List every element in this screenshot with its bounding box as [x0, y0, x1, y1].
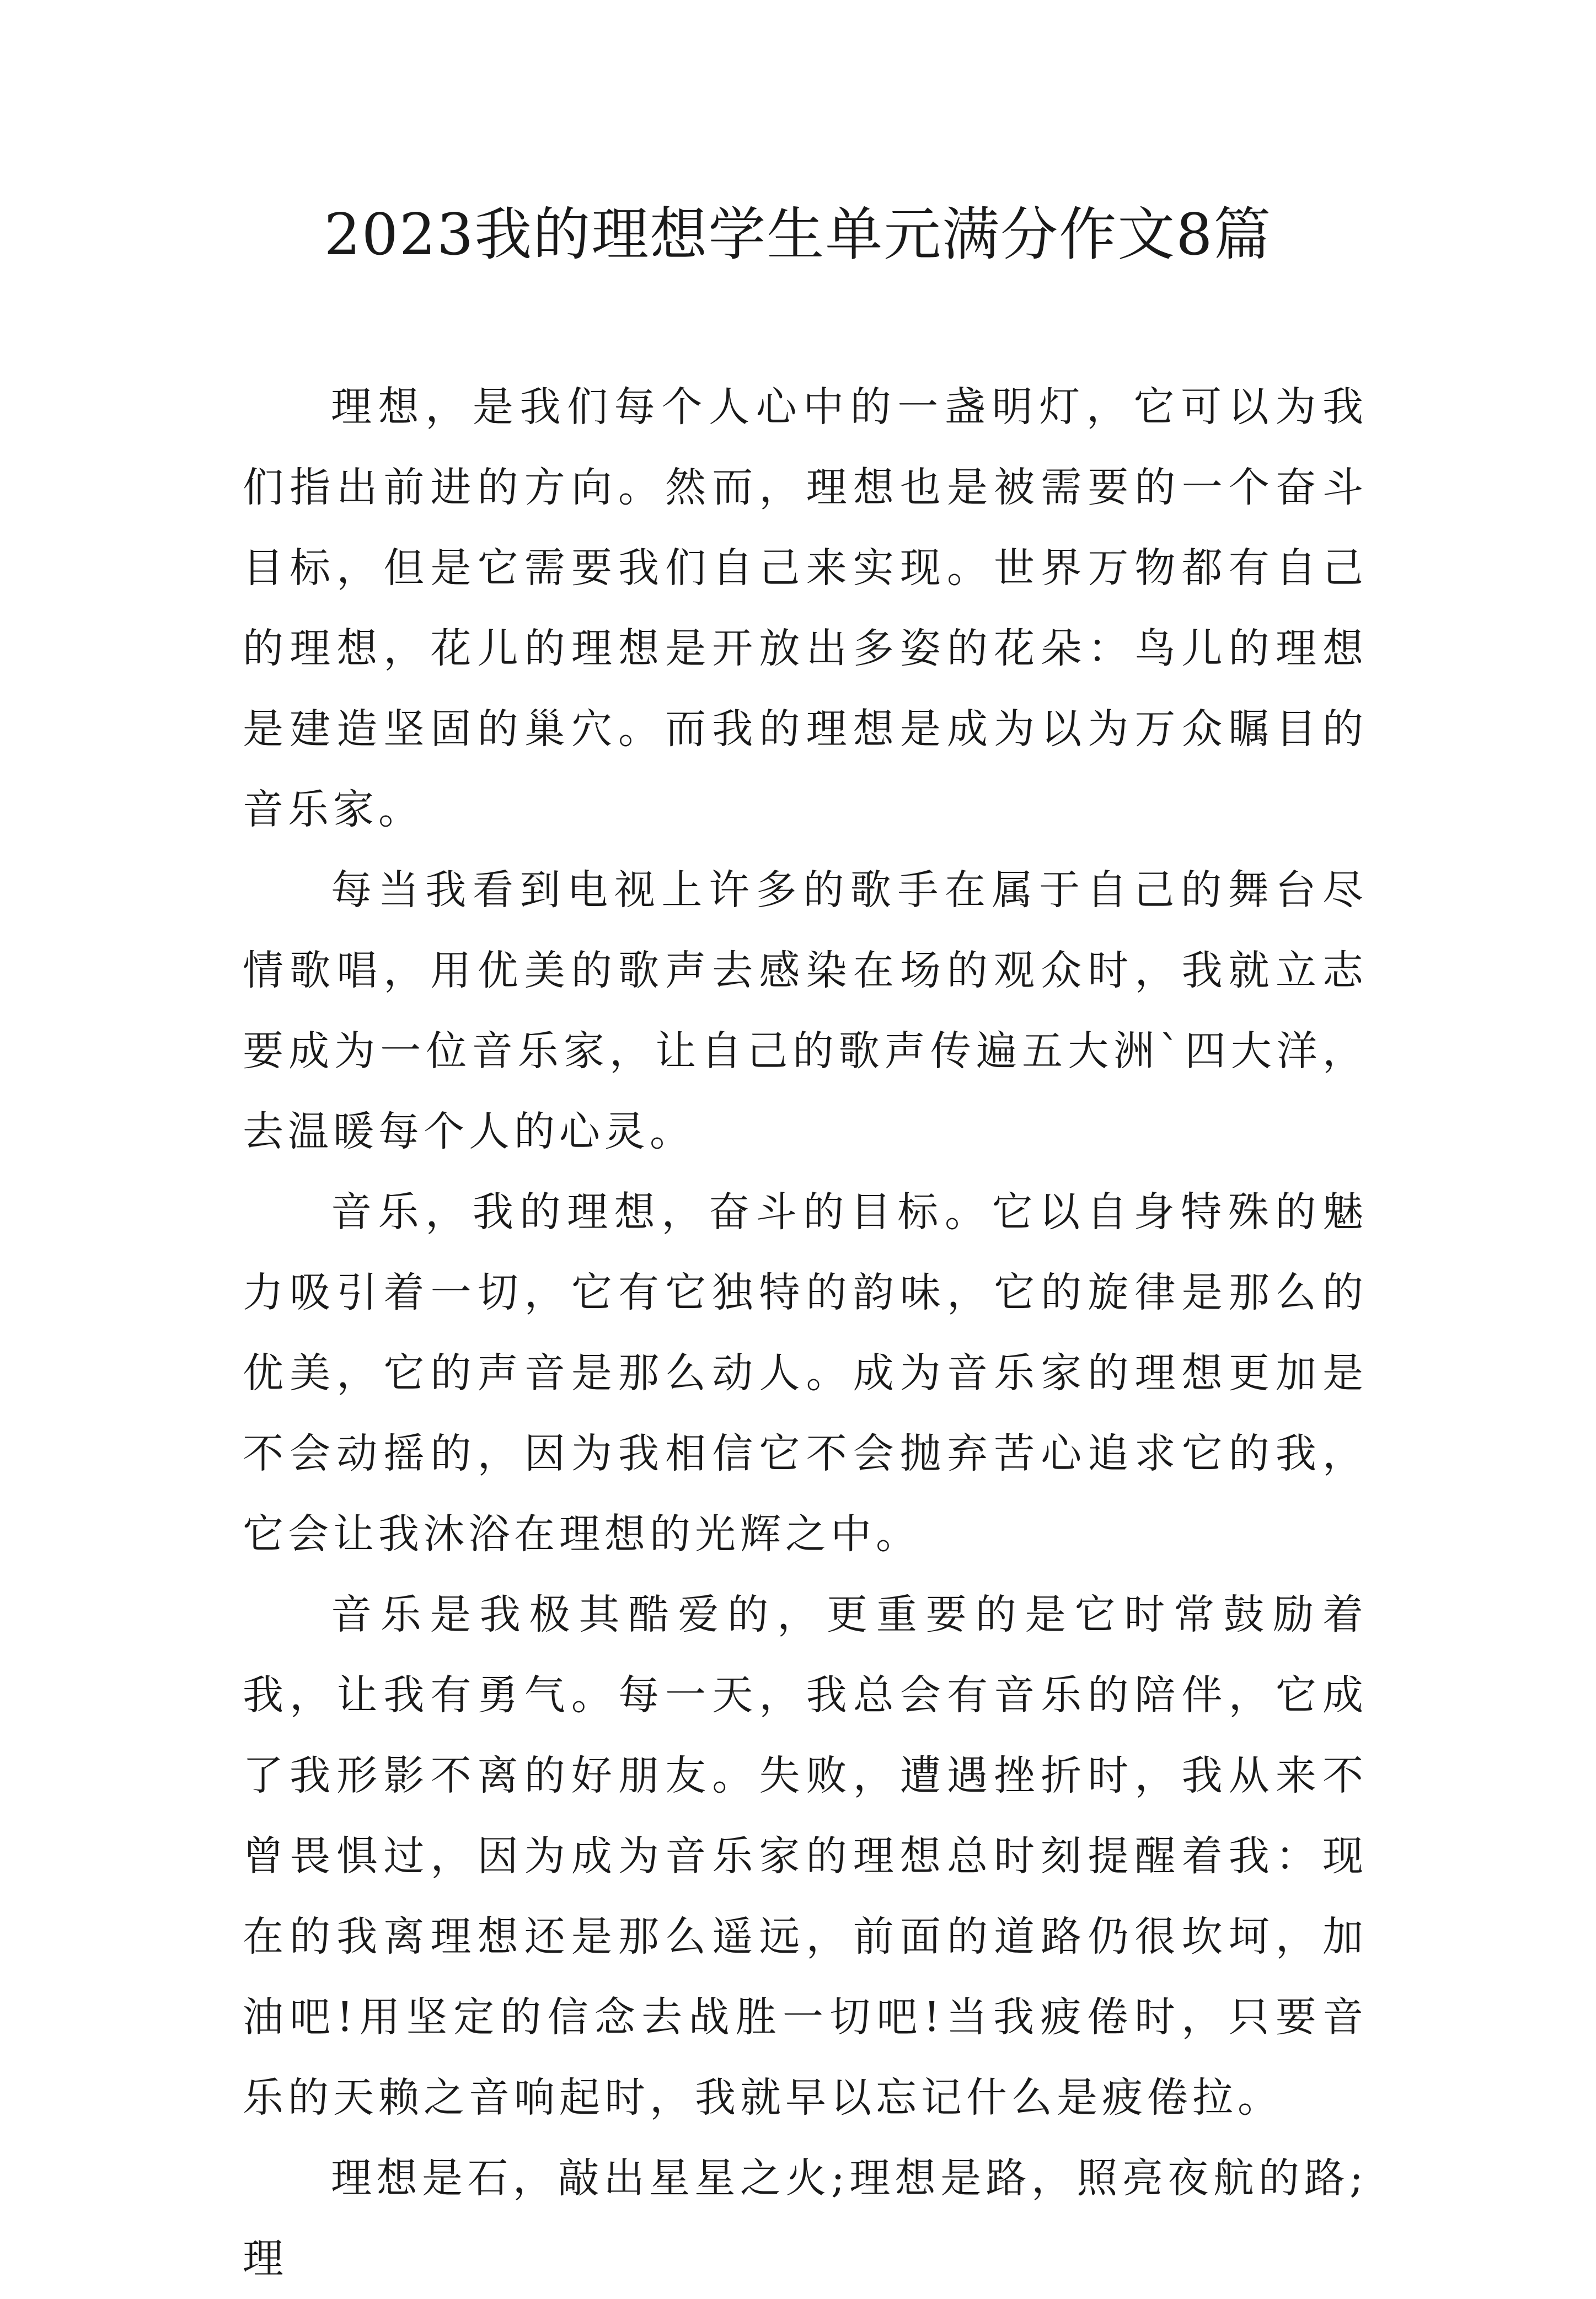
paragraph: 理想，是我们每个人心中的一盏明灯，它可以为我们指出前进的方向。然而，理想也是被需要的一个奋斗目标，但是它需要我们自己来实现。世界万物都有自己的理想，花儿的理想是开放出多姿的花朵：鸟儿的理想是建造坚固的巢穴。而我的理想是成为以为万众瞩目的音乐家。	[243, 383, 1368, 833]
paragraph: 音乐，我的理想，奋斗的目标。它以自身特殊的魅力吸引着一切，它有它独特的韵味，它的旋律是那么的优美，它的声音是那么动人。成为音乐家的理想更加是不会动摇的，因为我相信它不会抛弃苦心追求它的我，它会让我沐浴在理想的光辉之中。	[243, 1188, 1368, 1558]
document-title: 2023我的理想学生单元满分作文8篇	[324, 201, 1272, 268]
document-body	[243, 367, 1368, 2299]
paragraph: 理想是石，敲出星星之火;理想是路，照亮夜航的路;理	[243, 2155, 1368, 2282]
paragraph: 音乐是我极其酷爱的，更重要的是它时常鼓励着我，让我有勇气。每一天，我总会有音乐的陪伴，它成了我形影不离的好朋友。失败，遭遇挫折时，我从来不曾畏惧过，因为成为音乐家的理想总时刻提醒着我：现在的我离理想还是那么遥远，前面的道路仍很坎坷，加油吧!用坚定的信念去战胜一切吧!当我疲倦时，只要音乐的天赖之音响起时，我就早以忘记什么是疲倦拉。	[243, 1591, 1368, 2121]
paragraph: 每当我看到电视上许多的歌手在属于自己的舞台尽情歌唱，用优美的歌声去感染在场的观众时，我就立志要成为一位音乐家，让自己的歌声传遍五大洲`四大洋，去温暖每个人的心灵。	[243, 866, 1368, 1155]
